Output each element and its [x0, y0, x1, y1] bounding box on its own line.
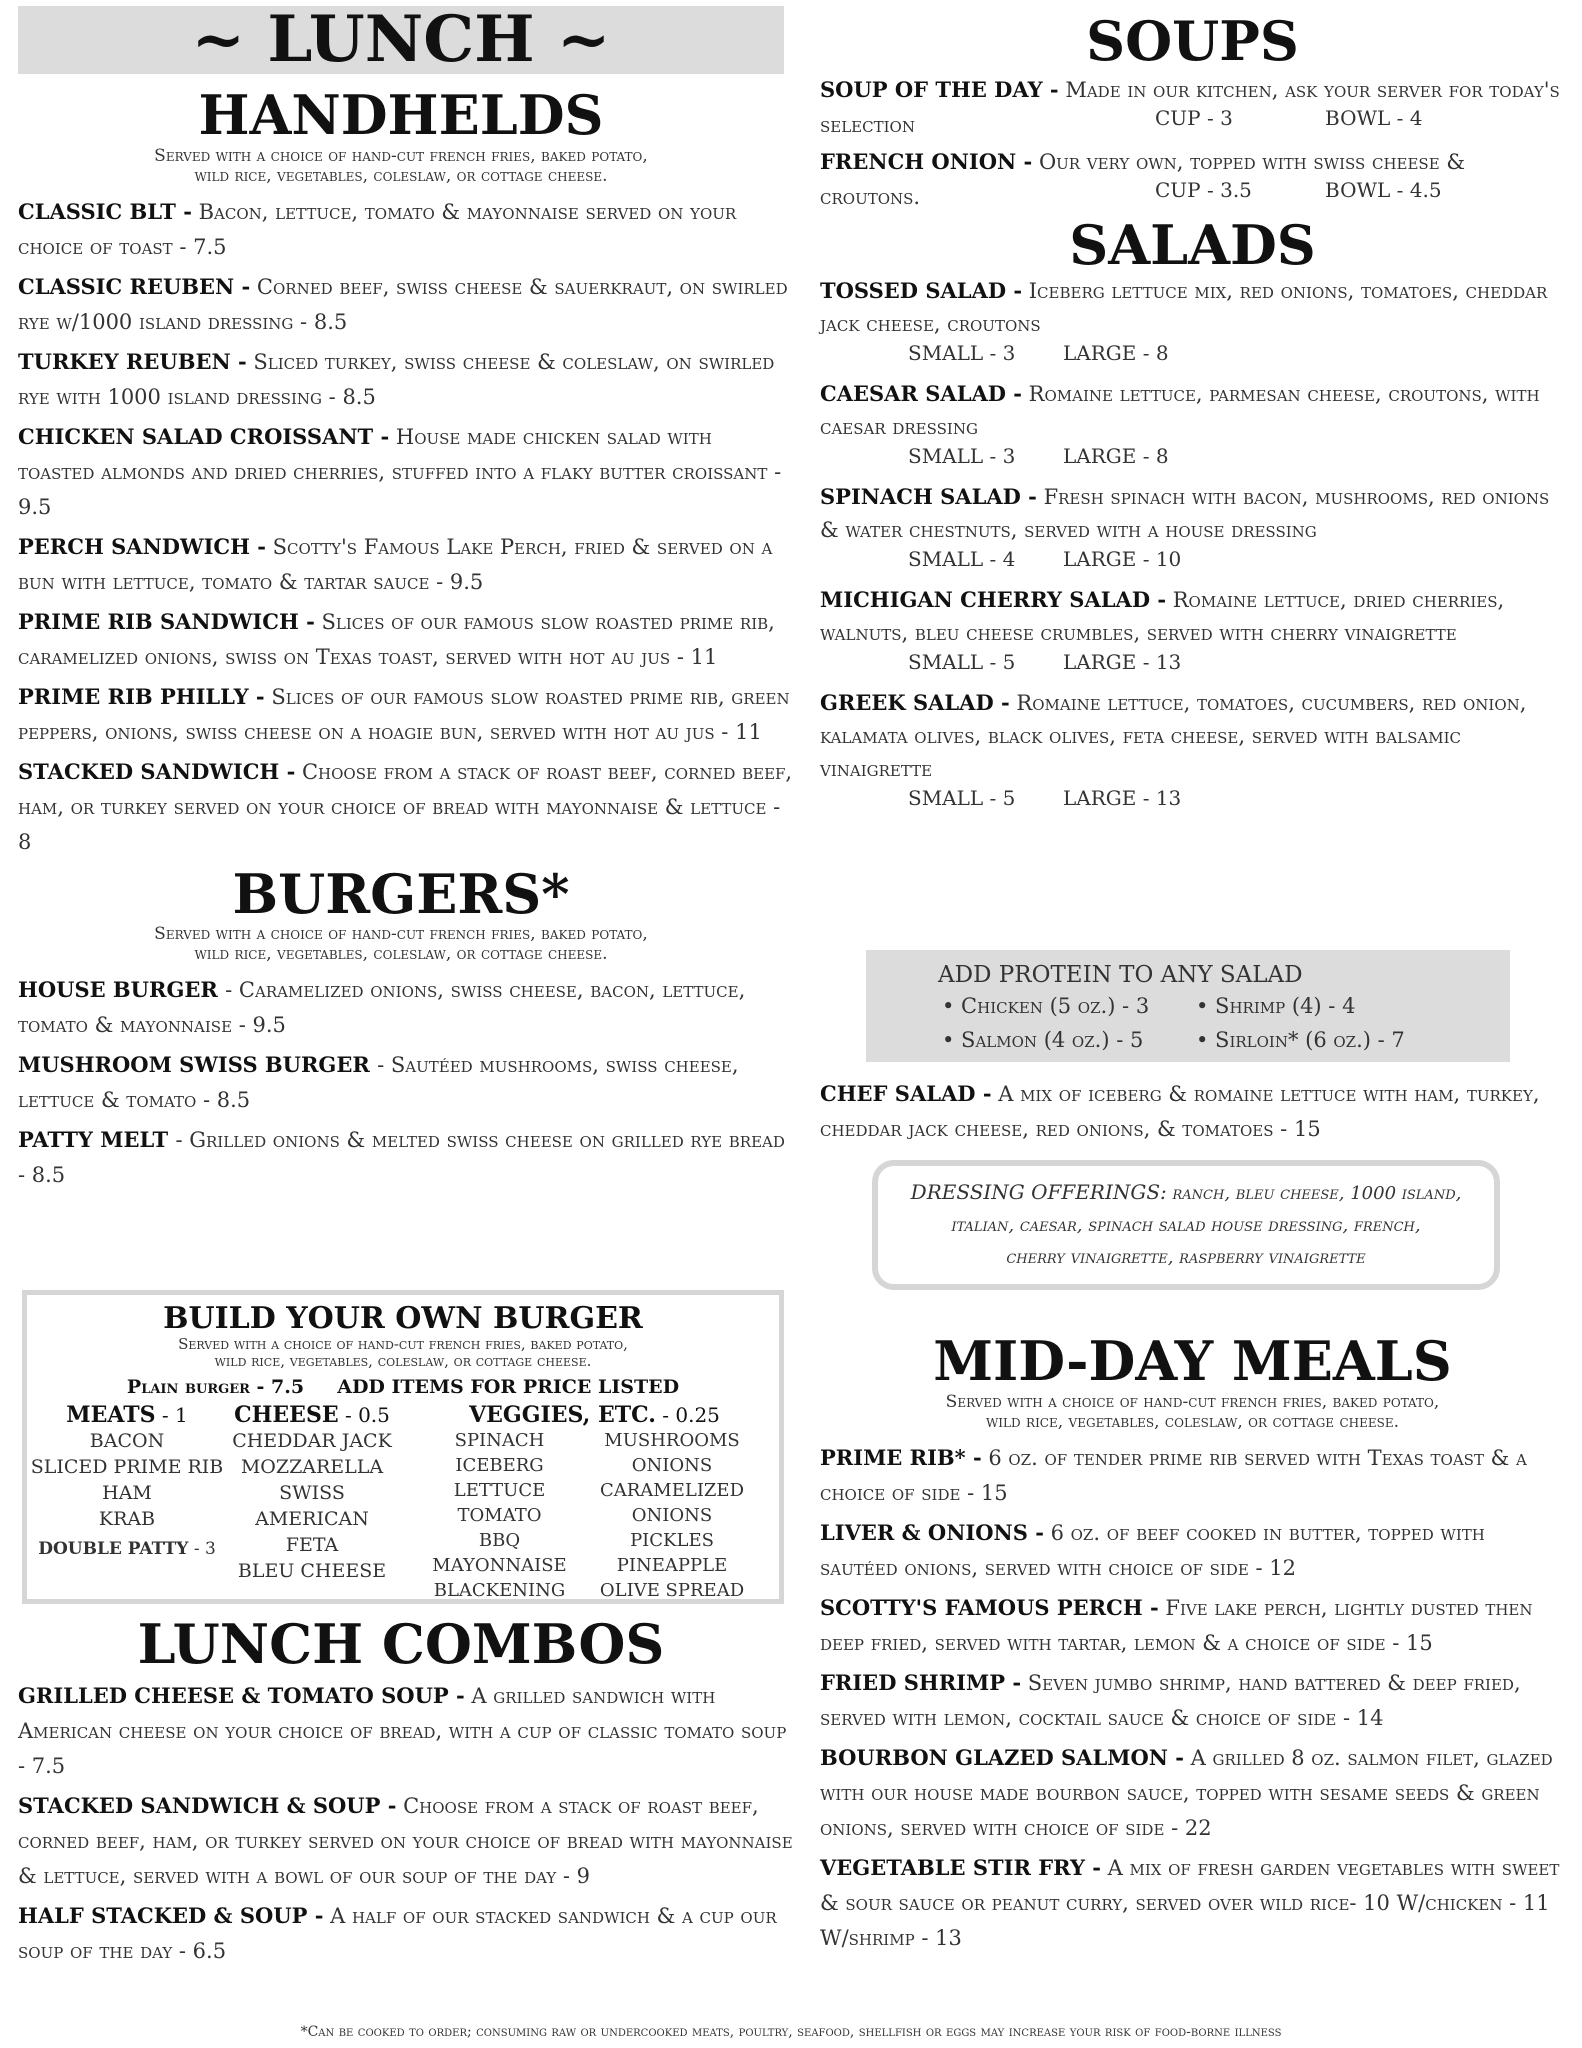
soups-list [820, 72, 1565, 209]
midday-item [820, 1440, 1565, 1511]
salad-large-price: LARGE - 13 [1063, 786, 1182, 810]
midday-subtitle-2: wild rice, vegetables, coleslaw, or cottage cheese. [985, 1412, 1400, 1432]
midday-item [820, 1665, 1565, 1736]
salad-item-desc: Iceberg lettuce mix, red onions, tomatoes, cheddar jack cheese, croutons [820, 279, 1548, 336]
byo-cheese-option: BLEU CHEESE [237, 1560, 387, 1582]
burger-item-desc: - Sautéed mushrooms, swiss cheese, lettuce & tomato - 8.5 [18, 1053, 739, 1112]
handheld-item-name: CLASSIC BLT - [18, 199, 192, 224]
byo-meats-heading: MEATS - 1 [66, 1402, 188, 1428]
burger-item-name: MUSHROOM SWISS BURGER [18, 1052, 378, 1077]
soup-cup-price: CUP - 3 [1155, 106, 1233, 130]
burgers-subtitle-2: wild rice, vegetables, coleslaw, or cottage cheese. [194, 944, 608, 964]
handheld-item-name: CLASSIC REUBEN - [18, 274, 251, 299]
midday-item-desc: A grilled 8 oz. salmon filet, glazed with our house made bourbon sauce, topped with sesame seeds & green onions, served with choice of side - 22 [820, 1746, 1553, 1840]
byo-cheese-option: SWISS [279, 1482, 345, 1504]
salad-item-name: GREEK SALAD - [820, 690, 1010, 715]
salad-large-price: LARGE - 8 [1063, 444, 1169, 468]
byo-meat-option: BACON [89, 1430, 165, 1452]
dressing-line-1: ranch, bleu cheese, 1000 island, [1166, 1183, 1462, 1204]
byo-add-note: ADD ITEMS FOR PRICE LISTED [337, 1376, 680, 1398]
handheld-item-desc: Bacon, lettuce, tomato & mayonnaise served on your choice of toast - 7.5 [18, 200, 737, 259]
dressing-line-2: italian, caesar, spinach salad house dressing, french, [951, 1215, 1421, 1236]
byo-plain-line [27, 1376, 779, 1398]
salad-item-name: SPINACH SALAD - [820, 484, 1037, 509]
handheld-item-name: PRIME RIB SANDWICH - [18, 609, 315, 634]
midday-item [820, 1590, 1565, 1661]
salad-large-price: LARGE - 10 [1063, 547, 1182, 571]
byo-subtitle-2: wild rice, vegetables, coleslaw, or cottage cheese. [214, 1352, 592, 1370]
midday-item [820, 1515, 1565, 1586]
salad-item [820, 377, 1565, 444]
burger-item-desc: - Caramelized onions, swiss cheese, bacon, lettuce, tomato & mayonnaise - 9.5 [18, 978, 746, 1037]
soup-item-name: FRENCH ONION - [820, 149, 1033, 174]
burgers-subtitle-1: Served with a choice of hand-cut french fries, baked potato, [154, 924, 648, 944]
burger-item-desc: - Grilled onions & melted swiss cheese on grilled rye bread - 8.5 [18, 1128, 785, 1187]
burger-item-name: HOUSE BURGER [18, 977, 226, 1002]
byo-plain-price: Plain burger - 7.5 [126, 1376, 305, 1398]
handheld-item-name: CHICKEN SALAD CROISSANT - [18, 424, 390, 449]
midday-title: MID-DAY MEALS [933, 1329, 1452, 1393]
midday-item [820, 1850, 1565, 1956]
byo-cheese-option: AMERICAN [255, 1508, 369, 1530]
midday-item-desc: 6 oz. of tender prime rib served with Texas toast & a choice of side - 15 [820, 1446, 1527, 1505]
handheld-item-desc: Slices of our famous slow roasted prime rib, caramelized onions, swiss on Texas toast, served with hot au jus - 11 [18, 610, 775, 669]
salad-small-price: SMALL - 3 [908, 341, 1016, 365]
salad-sizes [908, 341, 1565, 365]
salads-list [820, 274, 1565, 810]
midday-item-desc: 6 oz. of beef cooked in butter, topped with sautéed onions, served with choice of side - 12 [820, 1521, 1485, 1580]
combo-item [18, 1678, 793, 1784]
salad-sizes [908, 444, 1565, 468]
byo-veggies-heading: VEGGIES, ETC. - 0.25 [469, 1402, 720, 1428]
byo-veggie-option: BLACKENING [433, 1580, 566, 1601]
handhelds-list [18, 194, 793, 860]
combo-item-desc: A grilled sandwich with American cheese on your choice of bread, with a cup of classic tomato soup - 7.5 [18, 1684, 787, 1778]
protein-chicken: • Chicken (5 oz.) - 3 [942, 994, 1150, 1018]
handheld-item-name: TURKEY REUBEN - [18, 349, 247, 374]
combos-title: LUNCH COMBOS [137, 1612, 665, 1676]
burgers-list [18, 972, 793, 1193]
salad-item [820, 480, 1565, 547]
handheld-item-desc: Scotty's Famous Lake Perch, fried & served on a bun with lettuce, tomato & tartar sauce - 9.5 [18, 535, 773, 594]
midday-item [820, 1740, 1565, 1846]
midday-item-name: SCOTTY'S FAMOUS PERCH - [820, 1595, 1159, 1620]
soups-title: SOUPS [1086, 9, 1299, 73]
combos-section [18, 1612, 793, 1973]
handheld-item-name: PRIME RIB PHILLY - [18, 684, 265, 709]
salads-title: SALADS [1069, 213, 1316, 277]
salad-item-desc: Fresh spinach with bacon, mushrooms, red onions & water chestnuts, served with a house dressing [820, 485, 1550, 542]
byo-veggie-option: TOMATO [457, 1505, 542, 1526]
salad-item-desc: Romaine lettuce, dried cherries, walnuts, bleu cheese crumbles, served with cherry vinaigrette [820, 588, 1505, 645]
byo-title: BUILD YOUR OWN BURGER [163, 1301, 643, 1336]
byo-double-patty: DOUBLE PATTY - 3 [38, 1539, 216, 1559]
handheld-item [18, 604, 793, 675]
handheld-item [18, 419, 793, 525]
handhelds-subtitle-1: Served with a choice of hand-cut french fries, baked potato, [154, 146, 648, 166]
footnote: *Can be cooked to order; consuming raw or undercooked meats, poultry, seafood, shellfish or eggs may increase your risk of food-borne illness [300, 2024, 1282, 2040]
byo-veggie-option: CARAMELIZED ONIONS [599, 1480, 745, 1526]
byo-columns [27, 1402, 779, 1601]
soup-cup-price: CUP - 3.5 [1155, 178, 1252, 202]
handheld-item [18, 269, 793, 340]
byo-meats-column [27, 1402, 227, 1562]
byo-cheese-list [222, 1428, 402, 1584]
salad-sizes [908, 547, 1565, 571]
handheld-item-desc: Sliced turkey, swiss cheese & coleslaw, on swirled rye with 1000 island dressing - 8.5 [18, 350, 775, 409]
byo-veggie-option: MAYONNAISE [432, 1555, 567, 1576]
salad-item-desc: Romaine lettuce, tomatoes, cucumbers, red onion, kalamata olives, black olives, feta cheese, served with balsamic vinaigrette [820, 691, 1527, 781]
soup-sizes [1155, 106, 1565, 130]
salad-sizes [908, 786, 1565, 810]
dressing-offerings-box [872, 1160, 1500, 1290]
midday-item-desc: Seven jumbo shrimp, hand battered & deep fried, served with lemon, cocktail sauce & choice of side - 14 [820, 1671, 1521, 1730]
salad-large-price: LARGE - 8 [1063, 341, 1169, 365]
byo-veggie-option: PICKLES [630, 1530, 714, 1551]
byo-veggies-column [412, 1402, 777, 1601]
handheld-item-name: STACKED SANDWICH - [18, 759, 296, 784]
byo-veggie-option: PINEAPPLE [616, 1555, 728, 1576]
salad-item-name: MICHIGAN CHERRY SALAD - [820, 587, 1167, 612]
salad-large-price: LARGE - 13 [1063, 650, 1182, 674]
midday-item-name: LIVER & ONIONS - [820, 1520, 1044, 1545]
byo-cheese-heading: CHEESE - 0.5 [234, 1402, 390, 1428]
midday-section [820, 1330, 1565, 1960]
soup-sizes [1155, 178, 1565, 202]
byo-veggie-option: MUSHROOMS [604, 1430, 740, 1451]
salad-item-name: CAESAR SALAD - [820, 381, 1022, 406]
byo-meat-option: KRAB [98, 1508, 156, 1530]
soup-item-name: SOUP OF THE DAY - [820, 77, 1059, 102]
burgers-title: BURGERS* [232, 862, 570, 926]
byo-veggie-option: OLIVE SPREAD [599, 1580, 745, 1601]
handheld-item-desc: House made chicken salad with toasted almonds and dried cherries, stuffed into a flaky butter croissant - 9.5 [18, 425, 782, 519]
midday-item-desc: A mix of fresh garden vegetables with sweet & sour sauce or peanut curry, served over wild rice- 10 W/chicken - 11 W/shrimp - 13 [820, 1856, 1560, 1950]
handheld-item [18, 194, 793, 265]
soup-item-desc: Made in our kitchen, ask your server for today's selection [820, 78, 1560, 137]
salad-sizes [908, 650, 1565, 674]
right-column [820, 10, 1565, 822]
handheld-item [18, 754, 793, 860]
left-column [18, 84, 793, 1197]
salad-small-price: SMALL - 5 [908, 650, 1016, 674]
add-protein-box [866, 950, 1510, 1062]
combos-list [18, 1678, 793, 1969]
soup-item-desc: Our very own, topped with swiss cheese & croutons. [820, 150, 1466, 209]
midday-item-name: BOURBON GLAZED SALMON - [820, 1745, 1184, 1770]
salad-item [820, 583, 1565, 650]
midday-list [820, 1440, 1565, 1956]
protein-sirloin: • Sirloin* (6 oz.) - 7 [1196, 1028, 1405, 1052]
handheld-item-desc: Slices of our famous slow roasted prime rib, green peppers, onions, swiss cheese on a hoagie bun, served with hot au jus - 11 [18, 685, 790, 744]
midday-item-desc: Five lake perch, lightly dusted then deep fried, served with tartar, lemon & a choice of side - 15 [820, 1596, 1533, 1655]
byo-cheese-option: CHEDDAR JACK [232, 1430, 392, 1452]
byo-veggies-list-a [412, 1428, 587, 1603]
protein-salmon: • Salmon (4 oz.) - 5 [942, 1028, 1144, 1052]
burger-item [18, 972, 793, 1043]
midday-item-name: VEGETABLE STIR FRY - [820, 1855, 1101, 1880]
byo-cheese-column [222, 1402, 402, 1584]
add-protein-title: ADD PROTEIN TO ANY SALAD [938, 962, 1303, 988]
handheld-item-name: PERCH SANDWICH - [18, 534, 266, 559]
byo-cheese-option: FETA [285, 1534, 339, 1556]
chef-salad [820, 1076, 1560, 1151]
dressing-label: DRESSING OFFERINGS: [910, 1180, 1167, 1204]
handheld-item-desc: Choose from a stack of roast beef, corned beef, ham, or turkey served on your choice of bread with mayonnaise & lettuce - 8 [18, 760, 793, 854]
byo-meats-list [27, 1428, 227, 1532]
midday-item-name: PRIME RIB* - [820, 1445, 982, 1470]
salad-item [820, 686, 1565, 786]
byo-veggie-option: ONIONS [631, 1455, 713, 1476]
salad-small-price: SMALL - 3 [908, 444, 1016, 468]
combo-item-desc: A half of our stacked sandwich & a cup our soup of the day - 6.5 [18, 1904, 777, 1963]
salad-item-desc: Romaine lettuce, parmesan cheese, croutons, with caesar dressing [820, 382, 1540, 439]
protein-shrimp: • Shrimp (4) - 4 [1196, 994, 1356, 1018]
midday-subtitle-1: Served with a choice of hand-cut french fries, baked potato, [945, 1392, 1440, 1412]
chef-salad-name: CHEF SALAD - [820, 1081, 992, 1106]
byo-subtitle-1: Served with a choice of hand-cut french fries, baked potato, [178, 1335, 628, 1353]
burger-item-name: PATTY MELT [18, 1127, 176, 1152]
byo-veggie-option: SPINACH [454, 1430, 545, 1451]
byo-meat-option: HAM [102, 1482, 152, 1504]
salad-small-price: SMALL - 4 [908, 547, 1016, 571]
salad-small-price: SMALL - 5 [908, 786, 1016, 810]
handheld-item [18, 529, 793, 600]
lunch-banner: ~ LUNCH ~ [18, 6, 784, 74]
dressing-line-3: cherry vinaigrette, raspberry vinaigrette [1006, 1247, 1366, 1268]
byo-meat-option: SLICED PRIME RIB [30, 1456, 224, 1478]
combo-item-name: HALF STACKED & SOUP - [18, 1903, 324, 1928]
salad-item-name: TOSSED SALAD - [820, 278, 1023, 303]
handhelds-subtitle-2: wild rice, vegetables, coleslaw, or cottage cheese. [194, 166, 608, 186]
combo-item [18, 1788, 793, 1894]
soup-bowl-price: BOWL - 4 [1325, 106, 1423, 130]
byo-veggie-option: BBQ [478, 1530, 521, 1551]
handheld-item [18, 344, 793, 415]
midday-item-name: FRIED SHRIMP - [820, 1670, 1022, 1695]
handheld-item-desc: Corned beef, swiss cheese & sauerkraut, on swirled rye w/1000 island dressing - 8.5 [18, 275, 788, 334]
combo-item-desc: Choose from a stack of roast beef, corned beef, ham, or turkey served on your choice of bread with mayonnaise & lettuce, served with a bowl of our soup of the day - 9 [18, 1794, 793, 1888]
handheld-item [18, 679, 793, 750]
combo-item-name: GRILLED CHEESE & TOMATO SOUP - [18, 1683, 465, 1708]
byo-veggie-option: ICEBERG LETTUCE [453, 1455, 546, 1501]
salad-item [820, 274, 1565, 341]
byo-veggies-list-b [562, 1428, 782, 1603]
burger-item [18, 1047, 793, 1118]
combo-item-name: STACKED SANDWICH & SOUP - [18, 1793, 397, 1818]
chef-salad-desc: A mix of iceberg & romaine lettuce with ham, turkey, cheddar jack cheese, red onions, & tomatoes - 15 [820, 1082, 1540, 1141]
soup-bowl-price: BOWL - 4.5 [1325, 178, 1442, 202]
burger-item [18, 1122, 793, 1193]
build-your-own-burger-box [22, 1290, 784, 1604]
handhelds-title: HANDHELDS [198, 83, 604, 147]
combo-item [18, 1898, 793, 1969]
byo-cheese-option: MOZZARELLA [240, 1456, 384, 1478]
